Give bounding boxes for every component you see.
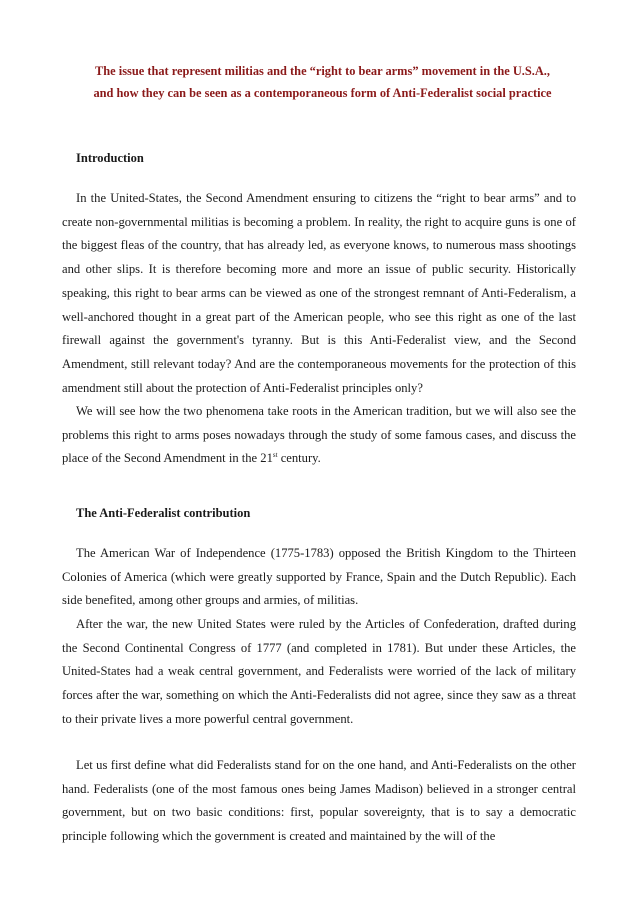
document-title-line-1: The issue that represent militias and the “right to bear arms” movement in the U.S.A., xyxy=(95,64,550,78)
paragraph-af-2: After the war, the new United States were ruled by the Articles of Confederation, drafted during the Second Continental Congress of 1777 (and completed in 1781). But under these Articles, the United-States had a weak central government, and Federalists were worried of the lack of military forces after the war, something on which the Anti-Federalists did not agree, since they saw as a threat to their private lives a more powerful central government. xyxy=(62,617,576,726)
section-heading-anti-federalist: The Anti-Federalist contribution xyxy=(76,506,251,520)
paragraph-intro-2 xyxy=(62,400,576,471)
section-heading-introduction: Introduction xyxy=(76,151,144,165)
paragraph-intro-1: In the United-States, the Second Amendment ensuring to citizens the “right to bear arms” and to create non-governmental militias is becoming a problem. In reality, the right to acquire guns is one of the biggest fleas of the country, that has already led, as everyone knows, to numerous mass shootings and other slips. It is therefore becoming more and more an issue of public security. Historically speaking, this right to bear arms can be viewed as one of the strongest remnant of Anti-Federalism, a well-anchored thought in a great part of the American people, who see this right as one of the last firewall against the government's tyranny. But is this Anti-Federalist view, and the Second Amendment, still relevant today? And are the contemporaneous movements for the protection of this amendment still about the protection of Anti-Federalist principles only? xyxy=(62,191,576,395)
paragraph-af-3: Let us first define what did Federalists stand for on the one hand, and Anti-Federalists on the other hand. Federalists (one of the most famous ones being James Madison) believed in a stronger central government, but on two basic conditions: first, popular sovereignty, that is to say a democratic principle following which the government is created and maintained by the will of the xyxy=(62,758,576,844)
paragraph-intro-2-text: We will see how the two phenomena take roots in the American tradition, but we will also see the problems this right to arms poses nowadays through the study of some famous cases, and discuss the place of the Second Amendment in the 21 xyxy=(62,404,576,466)
paragraph-af-1: The American War of Independence (1775-1783) opposed the British Kingdom to the Thirteen Colonies of America (which were greatly supported by France, Spain and the Dutch Republic). Each side benefited, among other groups and armies, of militias. xyxy=(62,546,576,608)
paragraph-intro-2-end: century. xyxy=(277,451,321,466)
superscript-st: st xyxy=(272,451,278,460)
document-title-line-2: and how they can be seen as a contemporaneous form of Anti-Federalist social practice xyxy=(93,86,552,100)
